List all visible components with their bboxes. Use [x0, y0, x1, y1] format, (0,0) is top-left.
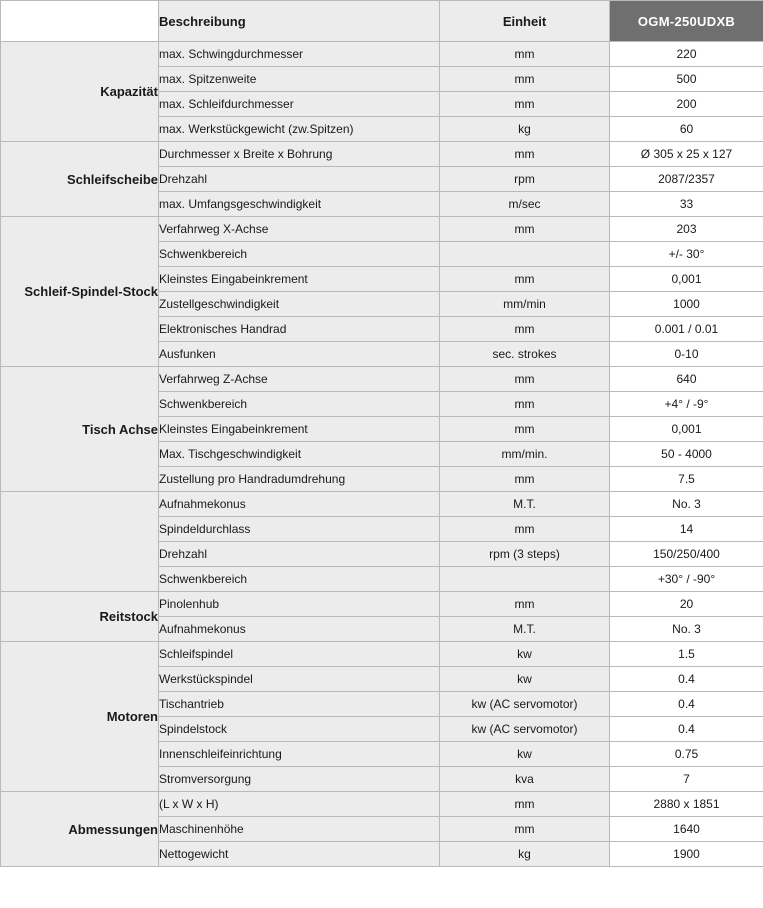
row-description: Tischantrieb	[159, 692, 440, 717]
row-value: 0.75	[610, 742, 763, 767]
group-label: Kapazität	[1, 42, 159, 142]
table-row	[1, 42, 763, 67]
row-description: Aufnahmekonus	[159, 617, 440, 642]
row-description: Pinolenhub	[159, 592, 440, 617]
row-description: Schwenkbereich	[159, 242, 440, 267]
row-value: Ø 305 x 25 x 127	[610, 142, 763, 167]
row-value: 203	[610, 217, 763, 242]
row-unit: mm	[440, 467, 610, 492]
row-description: max. Umfangsgeschwindigkeit	[159, 192, 440, 217]
group-label: Schleif-Spindel-Stock	[1, 217, 159, 367]
row-description: Spindelstock	[159, 717, 440, 742]
row-unit: mm	[440, 92, 610, 117]
row-value: 0-10	[610, 342, 763, 367]
row-value: 200	[610, 92, 763, 117]
row-description: Ausfunken	[159, 342, 440, 367]
row-value: +/- 30°	[610, 242, 763, 267]
row-unit: mm	[440, 592, 610, 617]
row-value: 20	[610, 592, 763, 617]
row-description: Werkstückspindel	[159, 667, 440, 692]
row-unit: kw	[440, 742, 610, 767]
row-description: max. Werkstückgewicht (zw.Spitzen)	[159, 117, 440, 142]
spec-table-body	[1, 42, 763, 867]
group-label: Schleifscheibe	[1, 142, 159, 217]
row-unit: rpm (3 steps)	[440, 542, 610, 567]
row-unit: mm	[440, 217, 610, 242]
row-value: +4° / -9°	[610, 392, 763, 417]
table-row	[1, 492, 763, 517]
row-value: +30° / -90°	[610, 567, 763, 592]
table-row	[1, 367, 763, 392]
row-unit: mm	[440, 42, 610, 67]
row-description: Verfahrweg X-Achse	[159, 217, 440, 242]
header-unit: Einheit	[440, 1, 610, 42]
row-value: 33	[610, 192, 763, 217]
row-value: 0,001	[610, 417, 763, 442]
row-unit: sec. strokes	[440, 342, 610, 367]
row-value: No. 3	[610, 492, 763, 517]
group-label: Motoren	[1, 642, 159, 792]
row-unit: mm	[440, 817, 610, 842]
row-unit: mm	[440, 392, 610, 417]
row-unit	[440, 242, 610, 267]
row-value: 0.001 / 0.01	[610, 317, 763, 342]
row-value: 220	[610, 42, 763, 67]
row-unit: kw	[440, 642, 610, 667]
row-description: Max. Tischgeschwindigkeit	[159, 442, 440, 467]
row-unit: mm	[440, 267, 610, 292]
row-description: Drehzahl	[159, 167, 440, 192]
row-unit: mm	[440, 142, 610, 167]
row-unit: mm/min.	[440, 442, 610, 467]
row-unit: m/sec	[440, 192, 610, 217]
row-description: Innenschleifeinrichtung	[159, 742, 440, 767]
row-value: 7	[610, 767, 763, 792]
row-description: max. Schleifdurchmesser	[159, 92, 440, 117]
row-description: Kleinstes Eingabeinkrement	[159, 417, 440, 442]
header-model: OGM-250UDXB	[610, 1, 763, 42]
row-description: Schleifspindel	[159, 642, 440, 667]
row-unit: mm	[440, 67, 610, 92]
header-row	[1, 1, 763, 42]
row-value: 0.4	[610, 667, 763, 692]
row-value: 1000	[610, 292, 763, 317]
row-description: Aufnahmekonus	[159, 492, 440, 517]
table-row	[1, 642, 763, 667]
row-unit: M.T.	[440, 617, 610, 642]
row-unit: kg	[440, 842, 610, 867]
row-description: Drehzahl	[159, 542, 440, 567]
row-unit: mm	[440, 792, 610, 817]
group-label	[1, 492, 159, 592]
row-description: Schwenkbereich	[159, 392, 440, 417]
row-description: Kleinstes Eingabeinkrement	[159, 267, 440, 292]
row-value: 150/250/400	[610, 542, 763, 567]
table-row	[1, 792, 763, 817]
row-value: 0.4	[610, 692, 763, 717]
row-value: 50 - 4000	[610, 442, 763, 467]
row-value: 0.4	[610, 717, 763, 742]
row-description: Schwenkbereich	[159, 567, 440, 592]
row-unit: kw (AC servomotor)	[440, 717, 610, 742]
row-unit: mm	[440, 417, 610, 442]
row-description: Verfahrweg Z-Achse	[159, 367, 440, 392]
row-unit	[440, 567, 610, 592]
row-description: (L x W x H)	[159, 792, 440, 817]
row-value: No. 3	[610, 617, 763, 642]
row-description: Spindeldurchlass	[159, 517, 440, 542]
row-value: 7.5	[610, 467, 763, 492]
row-description: Elektronisches Handrad	[159, 317, 440, 342]
row-description: Zustellgeschwindigkeit	[159, 292, 440, 317]
header-description: Beschreibung	[159, 1, 440, 42]
row-value: 500	[610, 67, 763, 92]
row-description: Zustellung pro Handradumdrehung	[159, 467, 440, 492]
row-description: Maschinenhöhe	[159, 817, 440, 842]
row-unit: mm	[440, 517, 610, 542]
row-unit: kw	[440, 667, 610, 692]
row-value: 2880 x 1851	[610, 792, 763, 817]
row-description: max. Spitzenweite	[159, 67, 440, 92]
row-value: 0,001	[610, 267, 763, 292]
row-unit: kva	[440, 767, 610, 792]
group-label: Abmessungen	[1, 792, 159, 867]
row-unit: mm	[440, 317, 610, 342]
row-value: 14	[610, 517, 763, 542]
table-row	[1, 142, 763, 167]
row-value: 1640	[610, 817, 763, 842]
row-description: Nettogewicht	[159, 842, 440, 867]
table-row	[1, 592, 763, 617]
row-value: 1.5	[610, 642, 763, 667]
row-description: Durchmesser x Breite x Bohrung	[159, 142, 440, 167]
table-row	[1, 217, 763, 242]
row-unit: mm	[440, 367, 610, 392]
row-unit: kg	[440, 117, 610, 142]
header-group-cell	[1, 1, 159, 42]
row-value: 60	[610, 117, 763, 142]
row-value: 640	[610, 367, 763, 392]
group-label: Reitstock	[1, 592, 159, 642]
row-unit: kw (AC servomotor)	[440, 692, 610, 717]
row-value: 2087/2357	[610, 167, 763, 192]
row-unit: mm/min	[440, 292, 610, 317]
row-description: max. Schwingdurchmesser	[159, 42, 440, 67]
group-label: Tisch Achse	[1, 367, 159, 492]
row-unit: M.T.	[440, 492, 610, 517]
row-unit: rpm	[440, 167, 610, 192]
row-value: 1900	[610, 842, 763, 867]
row-description: Stromversorgung	[159, 767, 440, 792]
